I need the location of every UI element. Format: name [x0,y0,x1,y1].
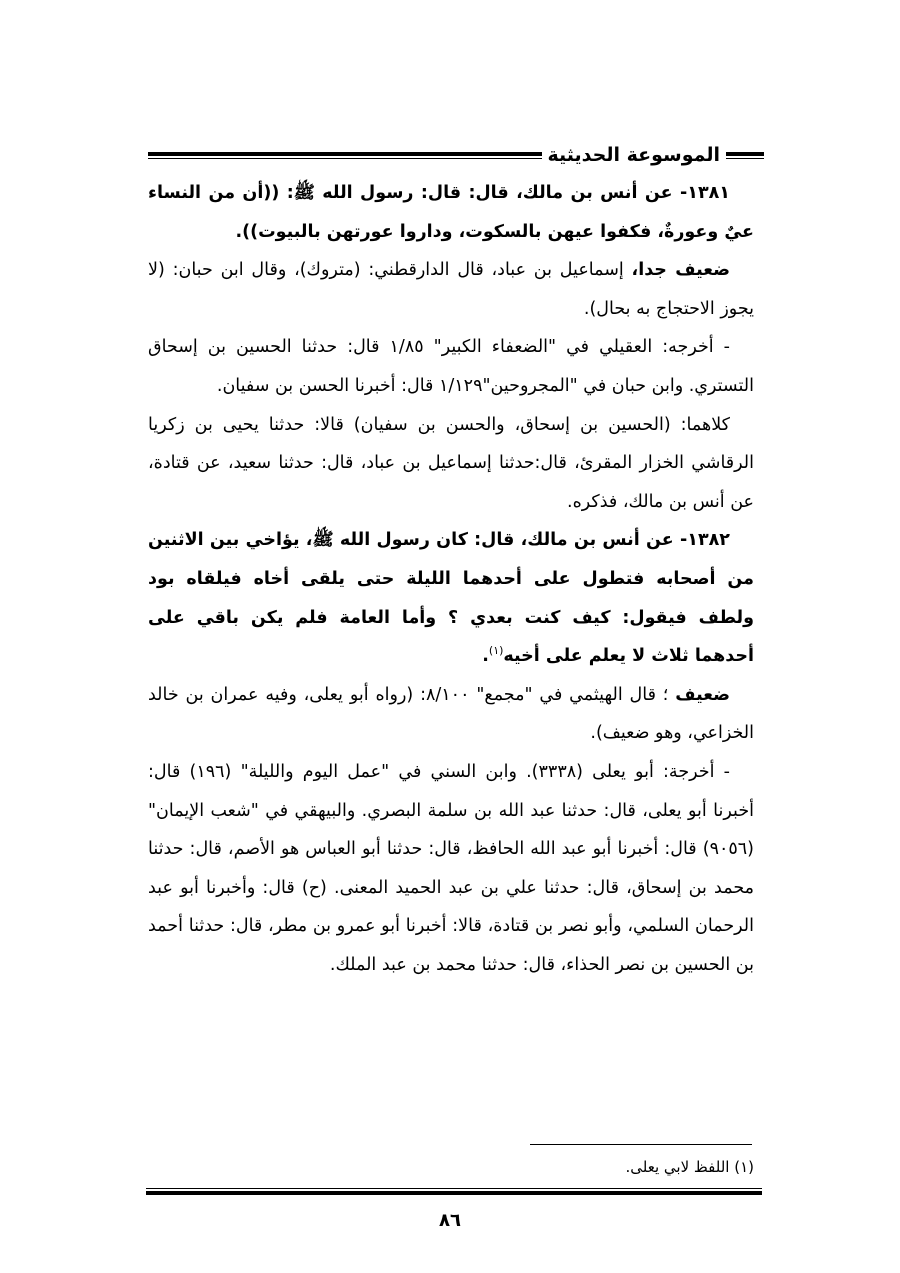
footnote-reference[interactable]: (١) [488,644,504,658]
footnote-divider [530,1144,752,1145]
takhrij-1382 [148,753,754,985]
footer-rule [146,1188,762,1195]
takhrij-1381-b [148,406,754,522]
hadith-1382 [148,521,754,675]
page-number: ٨٦ [439,1210,461,1231]
footnote-text: اللفظ لابي يعلى. [625,1158,735,1176]
takhrij-1381-a [148,328,754,405]
hadith-1381 [148,174,754,251]
takhrij-1381-a-text: - أخرجه: العقيلي في "الضعفاء الكبير" ١/٨٥ قال: حدثنا الحسين بن إسحاق التستري. وابن حبان في "المجروحين"١/١٢٩ قال: أخبرنا الحسن بن سفيان. [148,337,754,396]
hadith-1382-text: ١٣٨٢- عن أنس بن مالك، قال: كان رسول الله ﷺ، يؤاخي بين الاثنين من أصحابه فتطول على أحدهما الليلة حتى يلقى أخاه فيلقاه بود ولطف فيقول: كيف كنت بعدي ؟ وأما العامة فلم يكن باقي على أحدهما ثلاث لا يعلم على أخيه [148,530,754,667]
grading-1382-text: ؛ قال الهيثمي في "مجمع" ٨/١٠٠: (رواه أبو يعلى، وفيه عمران بن خالد الخزاعي، وهو ضعيف). [148,684,754,744]
running-header [148,140,764,170]
page-body [148,174,754,984]
hadith-1382-tail: . [482,646,489,667]
grading-1382-label: ضعيف [675,684,731,705]
header-title: الموسوعة الحديثية [547,144,720,166]
grading-1382 [148,676,754,753]
grading-1381 [148,251,754,328]
hadith-1381-text: ١٣٨١- عن أنس بن مالك، قال: قال: رسول الله ﷺ: ((أن من النساء عيٌ وعورةٌ، فكفوا عيهن بالسكوت، وداروا عورتهن بالبيوت)). [148,183,754,242]
takhrij-1382-text: - أخرجة: أبو يعلى (٣٣٣٨). وابن السني في "عمل اليوم والليلة" (١٩٦) قال: أخبرنا أبو يعلى، قال: حدثنا عبد الله بن سلمة البصري. والبيهقي في "شعب الإيمان" (٩٠٥٦) قال: أخبرنا أبو عبد الله الحافظ، قال: حدثنا أبو العباس هو الأصم، قال: حدثنا محمد بن إسحاق، قال: حدثنا علي بن عبد الحميد المعنى. (ح) قال: وأخبرنا أبو عبد الرحمان السلمي، وأبو نصر بن قتادة، قالا: أخبرنا أبو عمرو بن مطر، قال: حدثنا أحمد بن الحسين بن نصر الحذاء، قال: حدثنا محمد بن عبد الملك. [148,761,754,975]
takhrij-1381-b-text: كلاهما: (الحسين بن إسحاق، والحسن بن سفيان) قالا: حدثنا يحيى بن زكريا الرقاشي الخزار المقرئ، قال:حدثنا إسماعيل بن عباد، قال: حدثنا سعيد، عن قتادة، عن أنس بن مالك، فذكره. [148,414,754,512]
header-rule-right [726,152,764,159]
grading-1381-label: ضعيف جدا، [631,260,731,281]
footnote-marker: (١) [734,1158,754,1176]
footnote [148,1152,754,1182]
grading-1381-text: إسماعيل بن عباد، قال الدارقطني: (متروك)، وقال ابن حبان: (لا يجوز الاحتجاج به بحال). [148,260,754,319]
header-rule-left [148,152,542,159]
